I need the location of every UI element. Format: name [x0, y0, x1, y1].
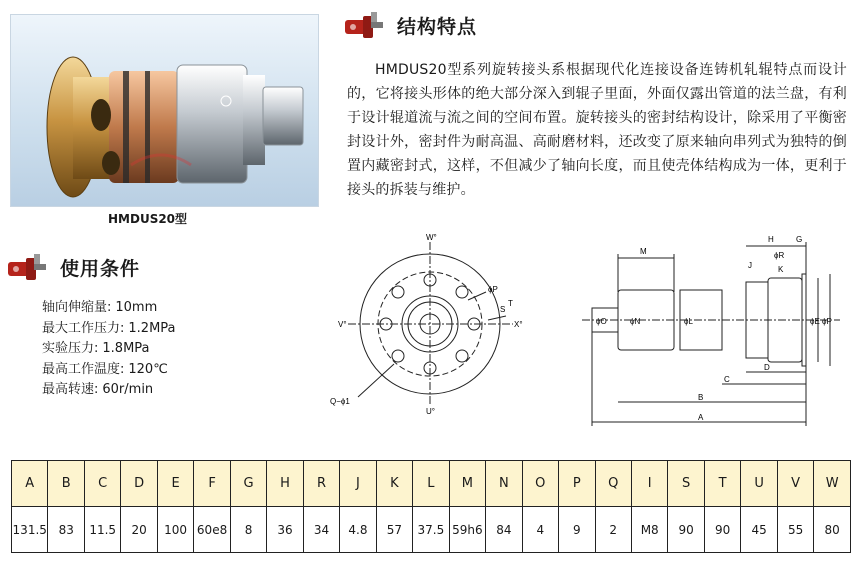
spec-value-cell: 100 — [157, 507, 193, 553]
label-f: ϕF — [822, 317, 832, 326]
spec-value-cell: 37.5 — [413, 507, 449, 553]
side-section-drawing — [578, 232, 856, 430]
spec-header-cell: N — [486, 461, 522, 507]
spec-value-row — [12, 507, 851, 553]
label-t: T — [508, 299, 513, 308]
spec-header-cell: B — [48, 461, 84, 507]
product-photo — [10, 14, 319, 207]
spec-value-cell: 60e8 — [194, 507, 230, 553]
condition-item: 轴向伸缩量: 10mm — [42, 300, 158, 315]
label-d: D — [764, 363, 770, 372]
spec-value-cell: 90 — [704, 507, 740, 553]
spec-header-cell: Q — [595, 461, 631, 507]
features-paragraph: HMDUS20型系列旋转接头系根据现代化连接设备连铸机轧辊特点而设计的，它将接头形体的绝大部分深入到辊子里面，外面仅露出管道的法兰盘，有利于设计辊道流与流之间的空间布置。旋转接头的密封结构设计，除采用了平衡密封设计外，密封件为耐高温、高耐磨材料，还改变了原来轴向串列式为独特的倒置内藏密封式，这样，不但减少了轴向长度，而且使壳体结构成为一体，更利于接头的拆装与维护。 — [347, 62, 847, 198]
spec-value-cell: 45 — [741, 507, 777, 553]
label-w: W° — [426, 233, 437, 242]
spec-value-cell: 34 — [303, 507, 339, 553]
spec-value-cell: 2 — [595, 507, 631, 553]
label-n: ϕN — [630, 317, 641, 326]
condition-item: 最大工作压力: 1.2MPa — [42, 320, 176, 336]
spec-header-cell: J — [340, 461, 376, 507]
spec-header-cell: V — [777, 461, 813, 507]
label-c: C — [724, 375, 730, 384]
conditions-heading — [6, 252, 140, 282]
spec-header-cell: U — [741, 461, 777, 507]
rotary-joint-icon — [6, 252, 50, 282]
label-m: M — [640, 247, 647, 256]
spec-value-cell: 20 — [121, 507, 157, 553]
spec-value-cell: M8 — [631, 507, 667, 553]
conditions-title: 使用条件 — [60, 257, 141, 280]
spec-header-cell: S — [668, 461, 704, 507]
label-k: K — [778, 265, 784, 274]
spec-value-cell: 55 — [777, 507, 813, 553]
label-q: Q−ϕ1 — [330, 397, 350, 406]
product-caption: HMDUS20型 — [108, 212, 188, 226]
label-e: ϕE — [810, 317, 820, 326]
condition-item: 实验压力: 1.8MPa — [42, 341, 150, 357]
spec-value-cell: 59h6 — [449, 507, 485, 553]
spec-header-cell: O — [522, 461, 558, 507]
dimension-spec-table — [11, 460, 851, 553]
conditions-list — [42, 298, 176, 401]
spec-value-cell: 4.8 — [340, 507, 376, 553]
label-b: B — [698, 393, 704, 402]
label-v: V° — [338, 320, 347, 329]
spec-header-cell: E — [157, 461, 193, 507]
label-x: X° — [514, 320, 523, 329]
spec-header-cell: M — [449, 461, 485, 507]
spec-header-cell: L — [413, 461, 449, 507]
features-title: 结构特点 — [397, 15, 478, 38]
spec-value-cell: 83 — [48, 507, 84, 553]
spec-header-cell: C — [84, 461, 120, 507]
condition-item: 最高工作温度: 120℃ — [42, 361, 168, 377]
spec-header-cell: G — [230, 461, 266, 507]
spec-header-cell: T — [704, 461, 740, 507]
spec-value-cell: 131.5 — [12, 507, 48, 553]
label-j: J — [748, 261, 752, 270]
spec-value-cell: 4 — [522, 507, 558, 553]
label-r: ϕR — [774, 251, 785, 260]
spec-value-cell: 90 — [668, 507, 704, 553]
condition-item: 最高转速: 60r/min — [42, 382, 154, 398]
spec-header-cell: P — [559, 461, 595, 507]
label-u: U° — [426, 407, 435, 415]
features-heading — [343, 10, 477, 40]
spec-header-cell: K — [376, 461, 412, 507]
spec-header-cell: A — [12, 461, 48, 507]
spec-header-cell: I — [631, 461, 667, 507]
spec-value-cell: 57 — [376, 507, 412, 553]
spec-header-cell: F — [194, 461, 230, 507]
label-g: G — [796, 235, 803, 244]
label-l: ϕL — [684, 317, 693, 326]
spec-header-row — [12, 461, 851, 507]
spec-header-cell: R — [303, 461, 339, 507]
label-s: S — [500, 305, 506, 314]
spec-value-cell: 9 — [559, 507, 595, 553]
spec-header-cell: D — [121, 461, 157, 507]
spec-header-cell: H — [267, 461, 303, 507]
spec-value-cell: 11.5 — [84, 507, 120, 553]
rotary-joint-icon — [343, 10, 387, 40]
label-p: ϕP — [488, 285, 498, 294]
spec-value-cell: 80 — [814, 507, 851, 553]
label-a: A — [698, 413, 704, 422]
label-o: ϕO — [596, 317, 607, 326]
label-h: H — [768, 235, 774, 244]
spec-header-cell: W — [814, 461, 851, 507]
spec-value-cell: 84 — [486, 507, 522, 553]
spec-value-cell: 36 — [267, 507, 303, 553]
flange-front-view-drawing — [328, 232, 533, 415]
spec-value-cell: 8 — [230, 507, 266, 553]
